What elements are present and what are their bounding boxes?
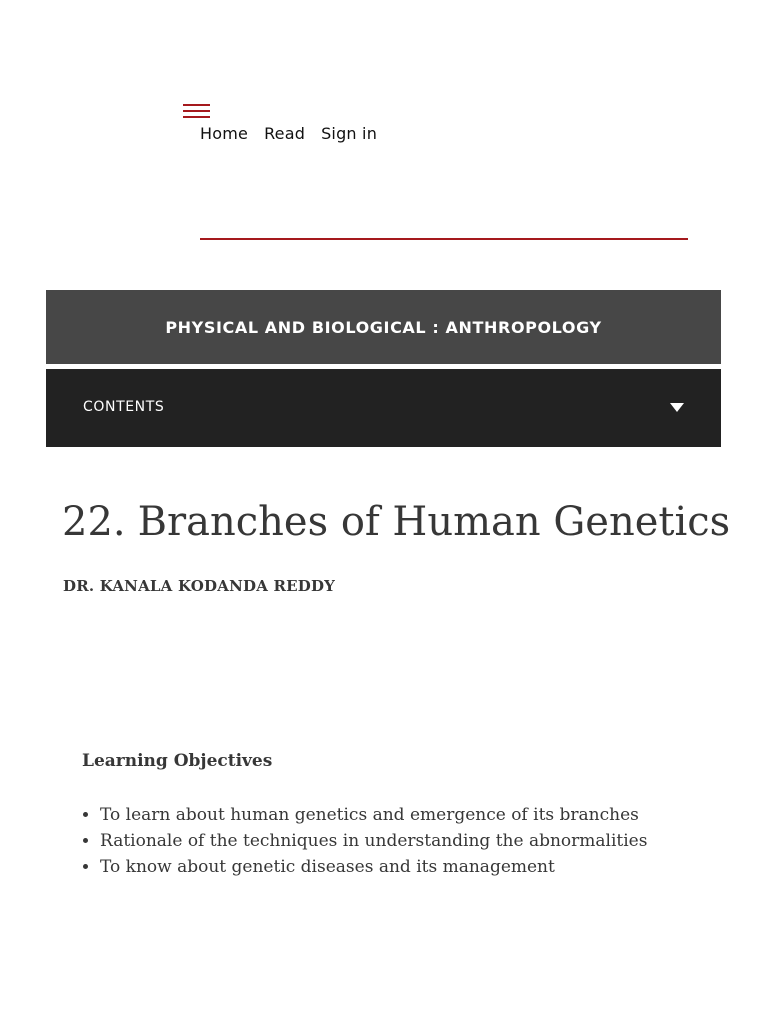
chapter-number: 22. <box>62 499 126 545</box>
learning-objectives-list <box>82 802 768 880</box>
contents-label: CONTENTS <box>83 399 165 415</box>
nav-read-link[interactable]: Read <box>264 124 306 143</box>
chapter-title-text: Branches of Human Genetics <box>137 499 731 545</box>
nav-sign-in-link[interactable]: Sign in <box>321 124 378 143</box>
objective-item: • To know about genetic diseases and its management <box>100 854 768 880</box>
nav-home-link[interactable]: Home <box>200 124 249 143</box>
objective-item: • To learn about human genetics and emergence of its branches <box>100 802 768 828</box>
menu-bar-middle <box>183 110 210 112</box>
top-navigation <box>200 124 377 143</box>
objective-item: • Rationale of the techniques in understanding the abnormalities <box>100 828 768 854</box>
hamburger-menu-icon[interactable] <box>183 102 211 120</box>
chapter-author: DR. KANALA KODANDA REDDY <box>63 577 336 595</box>
menu-bar-top <box>183 104 210 106</box>
chapter-title <box>62 498 752 546</box>
header-divider <box>200 238 688 240</box>
contents-dropdown[interactable] <box>46 369 721 447</box>
menu-bar-bottom <box>183 116 210 118</box>
book-title-bar <box>46 290 721 364</box>
book-title-link[interactable]: PHYSICAL AND BIOLOGICAL : ANTHROPOLOGY <box>165 317 602 337</box>
caret-down-icon <box>670 403 684 412</box>
learning-objectives-heading: Learning Objectives <box>82 751 273 771</box>
